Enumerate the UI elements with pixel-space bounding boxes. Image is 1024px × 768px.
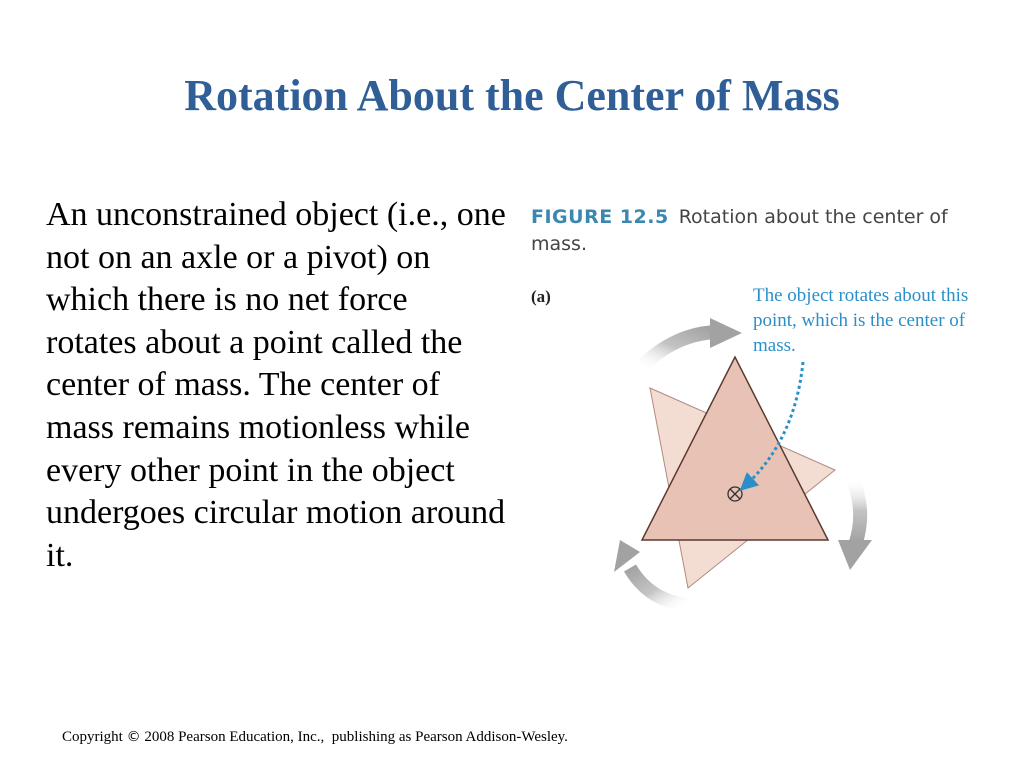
triangle-rotated [650,388,835,588]
copyright-footer [62,729,568,746]
panel-label: (a) [531,287,551,306]
rotation-arrow-top [640,318,742,368]
callout-arrow [745,362,803,486]
slide-title: Rotation About the Center of Mass [184,71,840,120]
figure-number: FIGURE 12.5 [531,206,669,228]
center-of-mass-callout: The object rotates about this point, which is the center of mass. [753,285,969,356]
rotation-arrow-bottom [614,540,690,605]
figure-caption-text: Rotation about the center of mass. [531,206,948,255]
copyright-text: 2008 Pearson Education, Inc., publishing as Pearson Addison-Wesley. [140,729,568,745]
figure-caption [531,204,991,258]
body-text: An unconstrained object (i.e., one not on an axle or a pivot) on which there is no net force rotates about a point called the center of mass. The center of mass remains motionless while every other point in the object undergoes circular motion around it. [46,196,506,574]
center-of-mass-icon [728,487,742,501]
triangle-object [642,357,828,540]
copyright-word: Copyright [62,729,123,745]
copyright-symbol: © [126,729,141,745]
rotation-arrow-right [838,478,872,570]
